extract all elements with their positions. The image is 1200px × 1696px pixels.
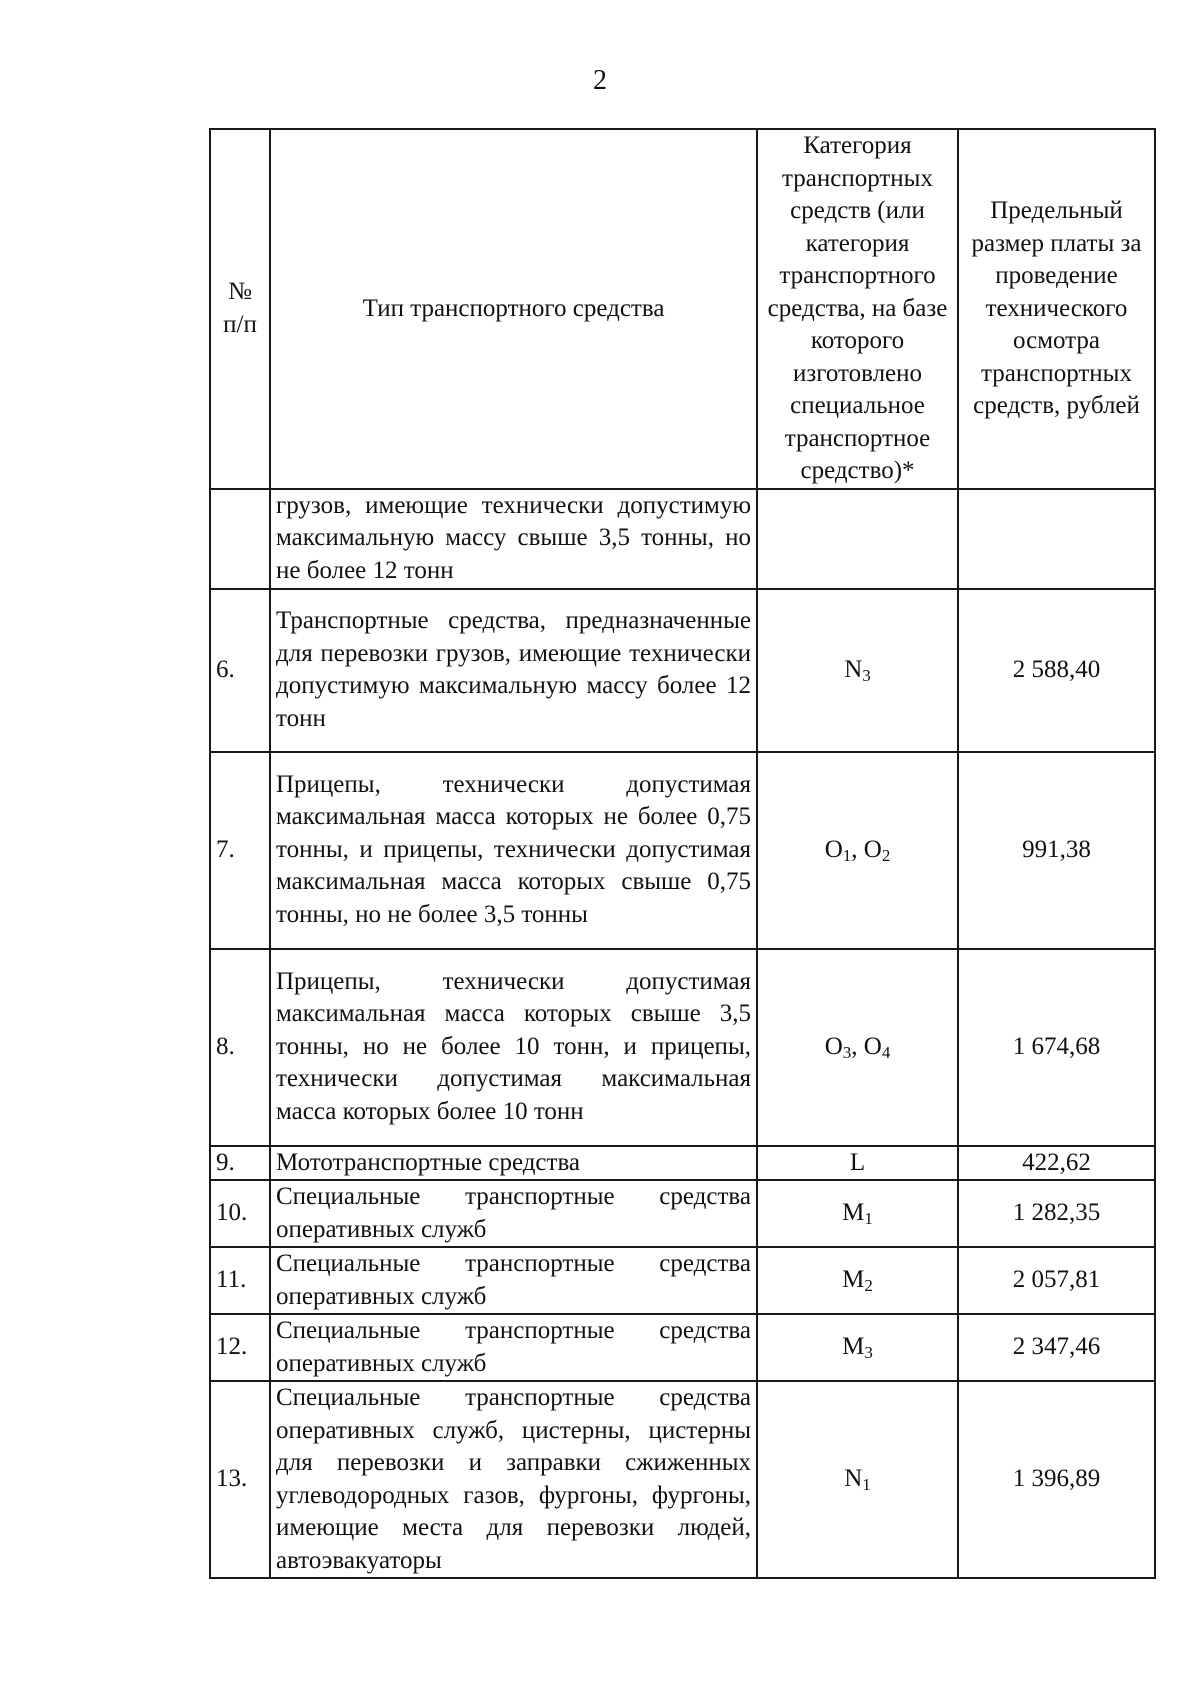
- table-row: [210, 1381, 1155, 1578]
- row-number: [210, 489, 270, 589]
- vehicle-type: Специальные транспортные средства оперативных служб: [270, 1247, 757, 1314]
- vehicle-category: $M_3$: [757, 1314, 958, 1381]
- row-number: 9.: [210, 1146, 270, 1181]
- vehicle-type: Специальные транспортные средства оперативных служб, цистерны, цистерны для перевозки и заправки сжиженных углеводородных газов, фургоны, фургоны, имеющие места для перевозки людей, автоэвакуаторы: [270, 1381, 757, 1578]
- table-row: [210, 489, 1155, 589]
- vehicle-category: $O_3$, $O_4$: [757, 949, 958, 1146]
- page-number: 2: [593, 65, 607, 96]
- vehicle-category: $N_3$: [757, 589, 958, 752]
- table-row: [210, 1314, 1155, 1381]
- category-index: 1: [842, 845, 852, 865]
- category-index: 4: [881, 1042, 891, 1062]
- vehicle-type: Прицепы, технически допустимая максимальная масса которых не более 0,75 тонны, и прицепы, технически допустимая максимальная масса которых свыше 0,75 тонны, но не более 3,5 тонны: [270, 752, 757, 949]
- table-row: [210, 1180, 1155, 1247]
- header-vehicle-type: Тип транспортного средства: [270, 129, 757, 489]
- row-number: 7.: [210, 752, 270, 949]
- category-index: 3: [864, 1343, 873, 1363]
- fee-value: 1 674,68: [958, 949, 1155, 1146]
- category-index: 1: [864, 1209, 873, 1229]
- vehicle-type: Прицепы, технически допустимая максимальная масса которых свыше 3,5 тонны, но не более 10 тонн, и прицепы, технически допустимая максимальная масса которых более 10 тонн: [270, 949, 757, 1146]
- category-index: 1: [862, 1475, 871, 1495]
- header-max-fee: Предельный размер платы за проведение технического осмотра транспортных средств, рублей: [958, 129, 1155, 489]
- inspection-fee-table: [209, 128, 1156, 1579]
- fee-value: 422,62: [958, 1146, 1155, 1181]
- vehicle-category: $M_1$: [757, 1180, 958, 1247]
- row-number: 11.: [210, 1247, 270, 1314]
- row-number: 6.: [210, 589, 270, 752]
- vehicle-type: Мототранспортные средства: [270, 1146, 757, 1181]
- fee-value: 1 396,89: [958, 1381, 1155, 1578]
- table-row: [210, 1247, 1155, 1314]
- vehicle-type: грузов, имеющие технически допустимую максимальную массу свыше 3,5 тонны, но не более 12 тонн: [270, 489, 757, 589]
- table-row: [210, 752, 1155, 949]
- table-row: [210, 589, 1155, 752]
- fee-value: 2 057,81: [958, 1247, 1155, 1314]
- vehicle-type: Транспортные средства, предназначенные для перевозки грузов, имеющие технически допустимую максимальную массу более 12 тонн: [270, 589, 757, 752]
- vehicle-category: L: [757, 1146, 958, 1181]
- vehicle-type: Специальные транспортные средства оперативных служб: [270, 1314, 757, 1381]
- row-number: 12.: [210, 1314, 270, 1381]
- vehicle-category: $O_1$, $O_2$: [757, 752, 958, 949]
- header-row-number: № п/п: [210, 129, 270, 489]
- category-index: 3: [862, 665, 871, 685]
- fee-value: [958, 489, 1155, 589]
- category-index: 3: [842, 1042, 852, 1062]
- vehicle-type: Специальные транспортные средства оперативных служб: [270, 1180, 757, 1247]
- category-index: 2: [864, 1276, 873, 1296]
- header-vehicle-category: Категория транспортных средств (или категория транспортного средства, на базе которого изготовлено специальное транспортное средство)*: [757, 129, 958, 489]
- table-header-row: [210, 129, 1155, 489]
- table-row: [210, 1146, 1155, 1181]
- fee-value: 2 347,46: [958, 1314, 1155, 1381]
- vehicle-category: $N_1$: [757, 1381, 958, 1578]
- row-number: 13.: [210, 1381, 270, 1578]
- vehicle-category: [757, 489, 958, 589]
- row-number: 8.: [210, 949, 270, 1146]
- vehicle-category: $M_2$: [757, 1247, 958, 1314]
- fee-value: 991,38: [958, 752, 1155, 949]
- table-row: [210, 949, 1155, 1146]
- fee-value: 1 282,35: [958, 1180, 1155, 1247]
- category-index: 2: [881, 845, 891, 865]
- fee-value: 2 588,40: [958, 589, 1155, 752]
- row-number: 10.: [210, 1180, 270, 1247]
